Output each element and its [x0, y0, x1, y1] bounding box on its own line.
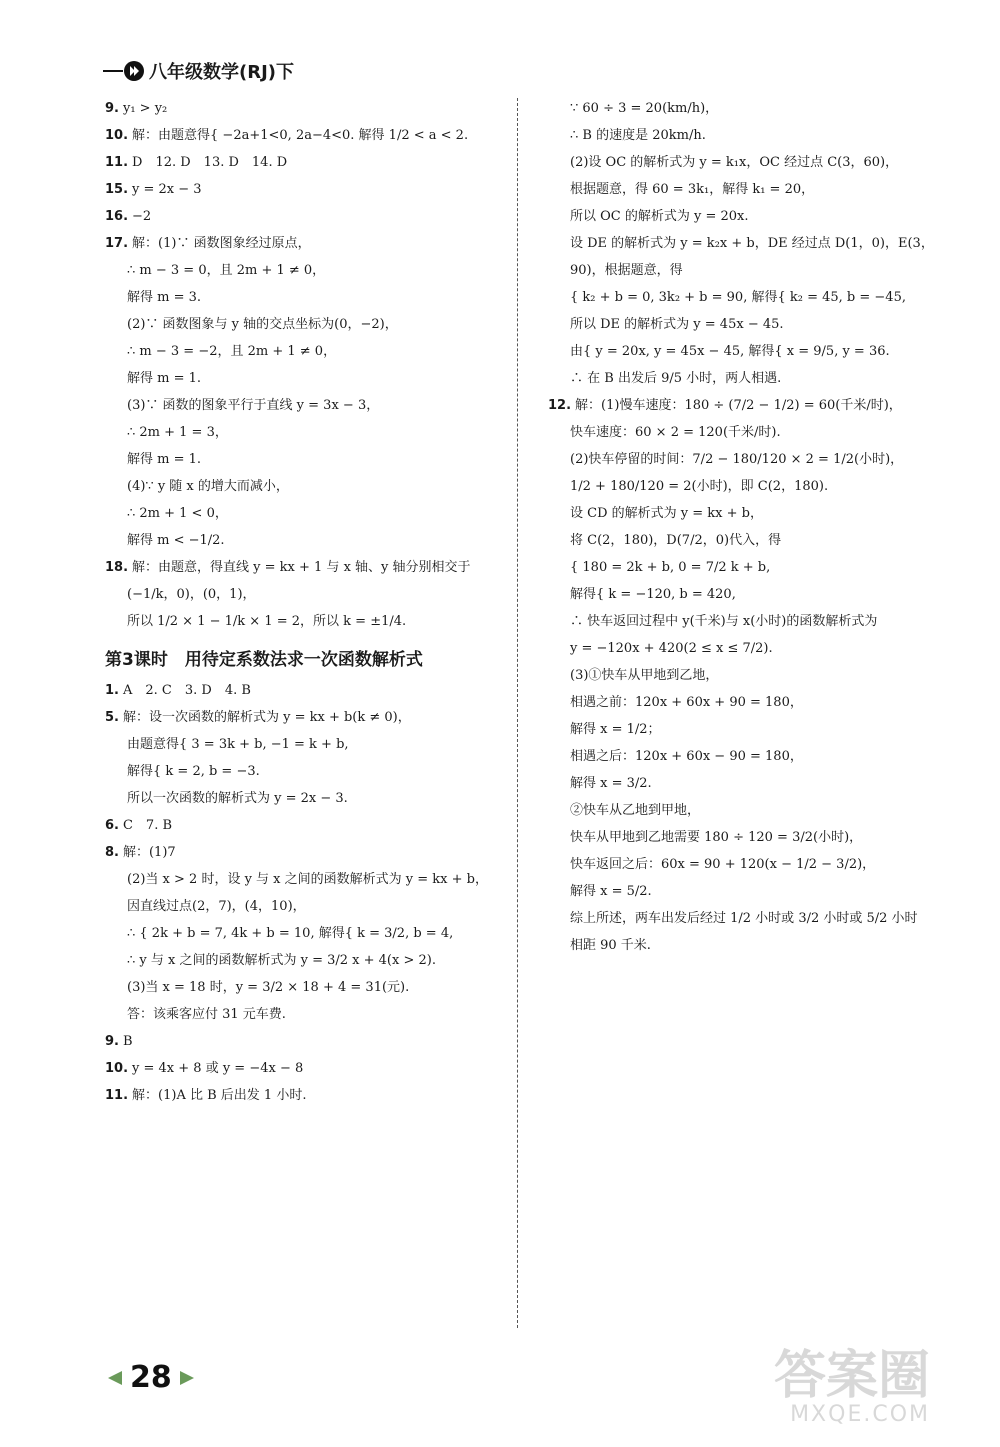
answer-text: 由{ y = 20x, y = 45x − 45, 解得{ x = 9/5, y = 36. [570, 344, 890, 359]
answer-line [548, 368, 958, 390]
answer-text: 设 DE 的解析式为 y = k₂x + b，DE 经过点 D(1，0)，E(3， [570, 236, 934, 251]
question-number: 11. [105, 155, 129, 170]
question-number: 9. [105, 1034, 119, 1049]
page-number-text: 28 [130, 1360, 172, 1395]
answer-line [105, 233, 500, 255]
right-answer-column [548, 98, 958, 962]
answer-text: 相遇之前：120x + 60x + 90 = 180， [570, 695, 803, 710]
answer-line [105, 707, 500, 729]
answer-text: 设 CD 的解析式为 y = kx + b， [570, 506, 763, 521]
answer-text: (3)①快车从甲地到乙地， [570, 668, 719, 683]
answer-line [105, 1058, 500, 1080]
answer-line [548, 854, 958, 876]
answer-text: 解：(1)∵ 函数图象经过原点， [132, 236, 311, 251]
answer-text: C 7. B [122, 818, 173, 833]
question-number: 1. [105, 683, 119, 698]
answer-line [105, 503, 500, 525]
answer-line [548, 314, 958, 336]
question-number: 16. [105, 209, 129, 224]
answer-line [105, 260, 500, 282]
answer-line [548, 98, 958, 120]
answer-line [105, 734, 500, 756]
answer-line [548, 692, 958, 714]
answer-text: (−1/k，0)，(0，1)， [127, 587, 256, 602]
answer-line [105, 815, 500, 837]
answer-text: 相遇之后：120x + 60x − 90 = 180， [570, 749, 803, 764]
answer-text: (2)快车停留的时间：7/2 − 180/120 × 2 = 1/2(小时)， [570, 452, 904, 467]
column-divider [517, 98, 518, 1328]
answer-line [548, 584, 958, 606]
answer-text: 快车返回之后：60x = 90 + 120(x − 1/2 − 3/2)， [570, 857, 876, 872]
answer-text: 解：由题意得{ −2a+1<0, 2a−4<0. 解得 1/2 < a < 2. [132, 128, 469, 143]
answer-line [105, 788, 500, 810]
answer-text: 解得 m < −1/2. [127, 533, 225, 548]
answer-text: ∴ m − 3 = −2，且 2m + 1 ≠ 0， [127, 344, 337, 359]
answer-text: 解：(1)A 比 B 后出发 1 小时. [132, 1088, 307, 1103]
answer-line [105, 1085, 500, 1107]
watermark [773, 1346, 930, 1427]
answer-text: ∵ 60 ÷ 3 = 20(km/h)， [570, 101, 719, 116]
answer-line [105, 977, 500, 999]
answer-text: 解：由题意，得直线 y = kx + 1 与 x 轴、y 轴分别相交于 [132, 560, 471, 575]
answer-text: A 2. C 3. D 4. B [122, 683, 251, 698]
answer-line [105, 680, 500, 702]
answer-text: (2)设 OC 的解析式为 y = k₁x，OC 经过点 C(3，60)， [570, 155, 899, 170]
answer-line [105, 179, 500, 201]
question-number: 9. [105, 101, 119, 116]
question-number: 6. [105, 818, 119, 833]
answer-line [105, 368, 500, 390]
answer-line [548, 395, 958, 417]
answer-text: 解得 m = 3. [127, 290, 202, 305]
answer-text: 综上所述，两车出发后经过 1/2 小时或 3/2 小时或 5/2 小时 [570, 911, 918, 926]
answer-line [105, 449, 500, 471]
answer-line [105, 869, 500, 891]
answer-line [105, 761, 500, 783]
page-number [106, 1360, 196, 1395]
answer-line [105, 530, 500, 552]
answer-text: 所以 1/2 × 1 − 1/k × 1 = 2，所以 k = ±1/4. [127, 614, 407, 629]
question-number: 10. [105, 1061, 129, 1076]
question-number: 12. [548, 398, 572, 413]
answer-text: ∴ 2m + 1 = 3， [127, 425, 228, 440]
answer-line [548, 638, 958, 660]
answer-text: (2)∵ 函数图象与 y 轴的交点坐标为(0，−2)， [127, 317, 398, 332]
answer-text: { k₂ + b = 0, 3k₂ + b = 90, 解得{ k₂ = 45, b = −45, [570, 290, 906, 305]
answer-text: 所以一次函数的解析式为 y = 2x − 3. [127, 791, 348, 806]
answer-text: { 180 = 2k + b, 0 = 7/2 k + b, [570, 560, 771, 575]
answer-line [548, 476, 958, 498]
answer-text: −2 [132, 209, 152, 224]
answer-line [548, 800, 958, 822]
answer-text: 快车速度：60 × 2 = 120(千米/时). [570, 425, 781, 440]
answer-line [105, 842, 500, 864]
left-answer-column [105, 98, 500, 1112]
answer-text: y = 2x − 3 [132, 182, 202, 197]
answer-line [548, 611, 958, 633]
answer-line [548, 530, 958, 552]
answer-text: 根据题意，得 60 = 3k₁，解得 k₁ = 20， [570, 182, 815, 197]
answer-text: y₁ > y₂ [122, 101, 168, 116]
question-number: 17. [105, 236, 129, 251]
answer-text: 解得{ k = 2, b = −3. [127, 764, 260, 779]
answer-text: 第3课时 用待定系数法求一次函数解析式 [105, 650, 423, 670]
answer-line [105, 923, 500, 945]
answer-text: 相距 90 千米. [570, 938, 651, 953]
answer-text: 解得{ k = −120, b = 420, [570, 587, 736, 602]
answer-text: ∴ B 的速度是 20km/h. [570, 128, 706, 143]
answer-text: 解：设一次函数的解析式为 y = kx + b(k ≠ 0)， [122, 710, 411, 725]
answer-line [548, 233, 958, 255]
answer-text: 由题意得{ 3 = 3k + b, −1 = k + b, [127, 737, 349, 752]
answer-line [105, 314, 500, 336]
answer-line [548, 719, 958, 741]
answer-line [548, 665, 958, 687]
answer-line [548, 206, 958, 228]
answer-line [105, 287, 500, 309]
answer-text: 解得 x = 5/2. [570, 884, 652, 899]
watermark-url: MXQE.COM [790, 1402, 930, 1427]
answer-line [548, 260, 958, 282]
answer-line [548, 422, 958, 444]
answer-text: 快车从甲地到乙地需要 180 ÷ 120 = 3/2(小时)， [570, 830, 863, 845]
answer-line [105, 152, 500, 174]
answer-text: 1/2 + 180/120 = 2(小时)，即 C(2，180). [570, 479, 829, 494]
answer-text: 解得 x = 3/2. [570, 776, 652, 791]
right-arrow-icon [178, 1369, 196, 1387]
question-number: 11. [105, 1088, 129, 1103]
book-title: 八年级数学(RJ)下 [149, 62, 295, 83]
answer-line [548, 503, 958, 525]
question-number: 18. [105, 560, 129, 575]
answer-line [105, 611, 500, 633]
answer-line [105, 557, 500, 579]
answer-text: 因直线过点(2，7)，(4，10)， [127, 899, 306, 914]
answer-line [548, 881, 958, 903]
answer-text: 解得 m = 1. [127, 452, 202, 467]
answer-line [105, 125, 500, 147]
watermark-logo-text: 答案圈 [773, 1346, 930, 1406]
answer-line [105, 422, 500, 444]
answer-line [548, 449, 958, 471]
answer-line [548, 152, 958, 174]
header-rule [103, 70, 123, 72]
answer-line [548, 125, 958, 147]
answer-text: ②快车从乙地到甲地， [570, 803, 701, 818]
answer-text: 将 C(2，180)，D(7/2，0)代入，得 [570, 533, 782, 548]
answer-text: y = −120x + 420(2 ≤ x ≤ 7/2). [570, 641, 773, 656]
answer-line [105, 395, 500, 417]
answer-line [548, 287, 958, 309]
answer-text: 解得 m = 1. [127, 371, 202, 386]
answer-text: ∴ 在 B 出发后 9/5 小时，两人相遇. [570, 371, 782, 386]
answer-text: 90)，根据题意，得 [570, 263, 683, 278]
answer-text: D 12. D 13. D 14. D [132, 155, 288, 170]
question-number: 10. [105, 128, 129, 143]
answer-line [548, 827, 958, 849]
answer-line [548, 341, 958, 363]
answer-text: ∴ y 与 x 之间的函数解析式为 y = 3/2 x + 4(x > 2). [127, 953, 436, 968]
question-number: 15. [105, 182, 129, 197]
answer-text: 解：(1)7 [122, 845, 176, 860]
answer-line [105, 206, 500, 228]
answer-text: (3)当 x = 18 时，y = 3/2 × 18 + 4 = 31(元). [127, 980, 410, 995]
answer-line [105, 98, 500, 120]
answer-text: (3)∵ 函数的图象平行于直线 y = 3x − 3， [127, 398, 380, 413]
answer-text: ∴ m − 3 = 0，且 2m + 1 ≠ 0， [127, 263, 326, 278]
answer-text: 解得 x = 1/2； [570, 722, 661, 737]
answer-line [105, 1031, 500, 1053]
answer-line [105, 476, 500, 498]
play-arrow-icon [123, 60, 145, 82]
answer-line [105, 896, 500, 918]
answer-line [548, 746, 958, 768]
answer-text: ∴ { 2k + b = 7, 4k + b = 10, 解得{ k = 3/2, b = 4, [127, 926, 454, 941]
section-heading [105, 645, 500, 670]
answer-line [105, 584, 500, 606]
answer-text: 所以 OC 的解析式为 y = 20x. [570, 209, 749, 224]
answer-text: ∴ 2m + 1 < 0， [127, 506, 228, 521]
answer-text: (4)∵ y 随 x 的增大而减小， [127, 479, 289, 494]
answer-line [105, 1004, 500, 1026]
answer-line [105, 341, 500, 363]
answer-line [548, 935, 958, 957]
answer-line [548, 908, 958, 930]
question-number: 5. [105, 710, 119, 725]
answer-line [548, 773, 958, 795]
page-header [103, 58, 294, 84]
answer-text: B [122, 1034, 133, 1049]
answer-text: ∴ 快车返回过程中 y(千米)与 x(小时)的函数解析式为 [570, 614, 878, 629]
left-arrow-icon [106, 1369, 124, 1387]
answer-text: 解：(1)慢车速度：180 ÷ (7/2 − 1/2) = 60(千米/时)， [575, 398, 902, 413]
answer-text: 所以 DE 的解析式为 y = 45x − 45. [570, 317, 784, 332]
answer-text: 答：该乘客应付 31 元车费. [127, 1007, 286, 1022]
answer-text: (2)当 x > 2 时，设 y 与 x 之间的函数解析式为 y = kx + b， [127, 872, 488, 887]
answer-line [105, 950, 500, 972]
answer-line [548, 179, 958, 201]
answer-line [548, 557, 958, 579]
question-number: 8. [105, 845, 119, 860]
answer-text: y = 4x + 8 或 y = −4x − 8 [132, 1061, 304, 1076]
